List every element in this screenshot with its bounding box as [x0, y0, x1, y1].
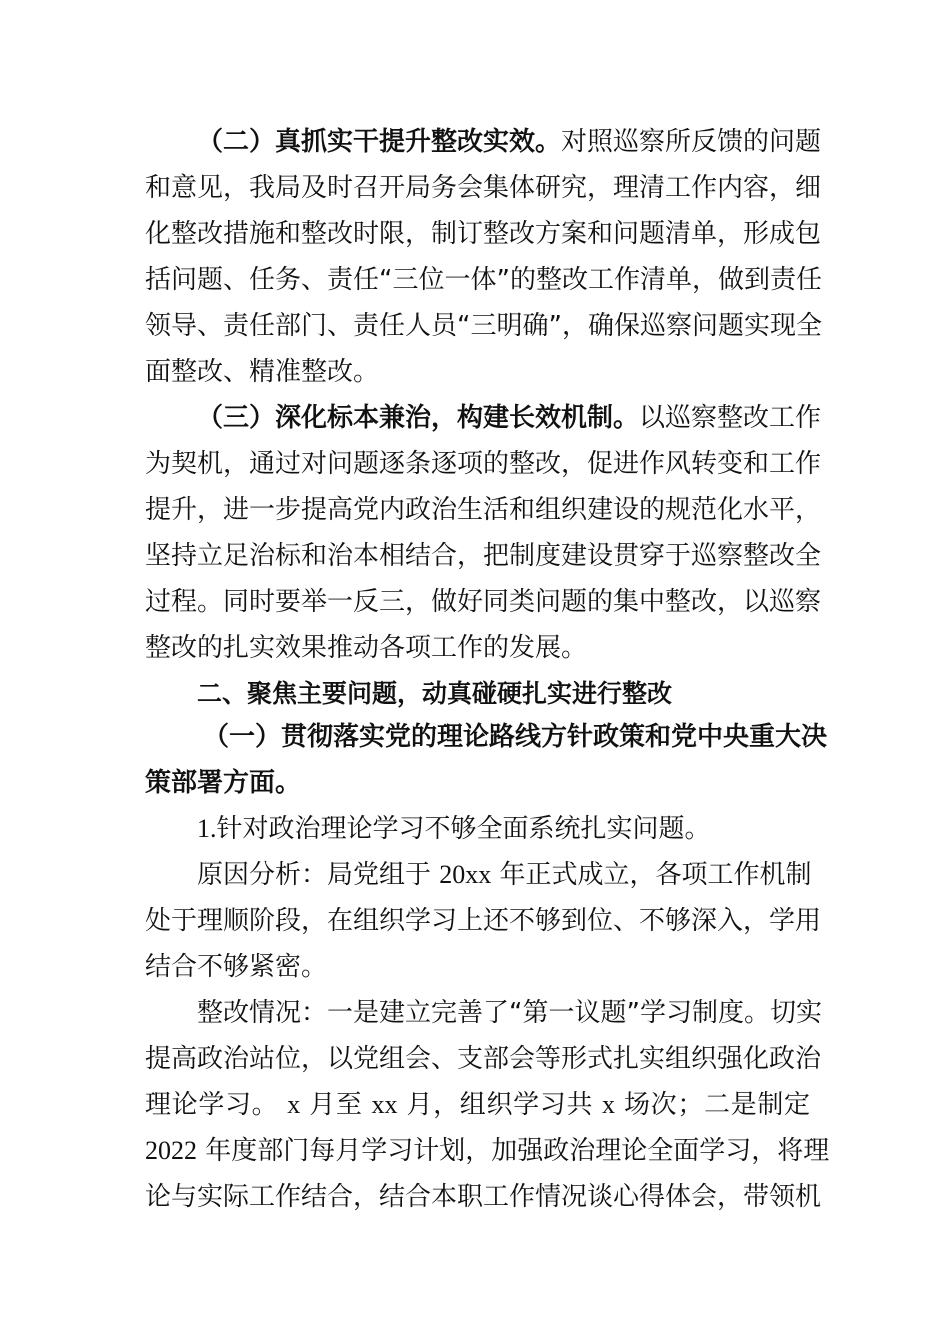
rectification-text-a: 理论学习。	[145, 1090, 279, 1120]
rectification-x3: x	[602, 1090, 616, 1119]
rectification-text-d: 场次；二是制定	[623, 1090, 810, 1120]
cause-analysis-line-3: 结合不够紧密。	[145, 952, 328, 982]
paragraph-3-heading: （三）深化标本兼治，构建长效机制。	[197, 403, 640, 433]
item-1-text: 针对政治理论学习不够全面系统扎实问题。	[216, 814, 711, 844]
rectification-text-b: 月至	[309, 1090, 363, 1120]
paragraph-2-line-2: 和意见，我局及时召开局务会集体研究，理清工作内容，细	[145, 173, 822, 203]
rectification-text-e: 年度部门每月学习计划，加强政治理论全面学习，将理	[205, 1136, 830, 1166]
paragraph-2-heading: （二）真抓实干提升整改实效。	[197, 127, 562, 157]
cause-analysis-line-2: 处于理顺阶段，在组织学习上还不够到位、不够深入，学用	[145, 906, 822, 936]
rectification-x2: xx	[371, 1090, 398, 1119]
rectification-line-4	[145, 1131, 830, 1171]
paragraph-3-text: 以巡察整改工作	[639, 403, 822, 433]
item-1-line	[197, 809, 810, 849]
item-1-number: 1.	[197, 814, 217, 843]
paragraph-3-line-3: 提升，进一步提高党内政治生活和组织建设的规范化水平，	[145, 495, 822, 525]
paragraph-2-line-5: 领导、责任部门、责任人员“三明确”，确保巡察问题实现全	[145, 311, 822, 341]
cause-analysis-text: 年正式成立，各项工作机制	[499, 860, 812, 890]
paragraph-2-line-3: 化整改措施和整改时限，制订整改方案和问题清单，形成包	[145, 219, 822, 249]
paragraph-2-line-4: 括问题、任务、责任“三位一体”的整改工作清单，做到责任	[145, 265, 822, 295]
paragraph-3-line-5: 过程。同时要举一反三，做好同类问题的集中整改，以巡察	[145, 587, 822, 617]
section-2-title: 二、聚焦主要问题，动真碰硬扎实进行整改	[197, 679, 673, 708]
paragraph-2-text: 对照巡察所反馈的问题	[561, 127, 822, 157]
cause-analysis-line-1	[197, 855, 810, 895]
subsection-1-line-2: 策部署方面。	[145, 768, 302, 798]
rectification-line-1: 整改情况：一是建立完善了“第一议题”学习制度。切实	[197, 998, 822, 1028]
paragraph-3-line-6: 整改的扎实效果推动各项工作的发展。	[145, 633, 588, 663]
paragraph-3-line-1	[197, 398, 822, 438]
paragraph-3-line-4: 坚持立足治标和治本相结合，把制度建设贯穿于巡察整改全	[145, 541, 822, 571]
paragraph-2-line-1	[197, 122, 822, 162]
rectification-text-c: 月，组织学习共	[406, 1090, 594, 1120]
rectification-year: 2022	[145, 1136, 197, 1165]
rectification-line-5: 论与实际工作结合，结合本职工作情况谈心得体会，带领机	[145, 1182, 822, 1212]
paragraph-3-line-2: 为契机，通过对问题逐条逐项的整改，促进作风转变和工作	[145, 449, 822, 479]
cause-analysis-year: 20xx	[439, 860, 492, 889]
rectification-x1: x	[287, 1090, 301, 1119]
cause-analysis-label: 原因分析：局党组于	[197, 860, 432, 890]
subsection-1-line-1: （一）贯彻落实党的理论路线方针政策和党中央重大决	[203, 722, 828, 752]
paragraph-2-line-6: 面整改、精准整改。	[145, 357, 380, 387]
rectification-line-2: 提高政治站位，以党组会、支部会等形式扎实组织强化政治	[145, 1044, 822, 1074]
rectification-line-3	[145, 1085, 810, 1125]
